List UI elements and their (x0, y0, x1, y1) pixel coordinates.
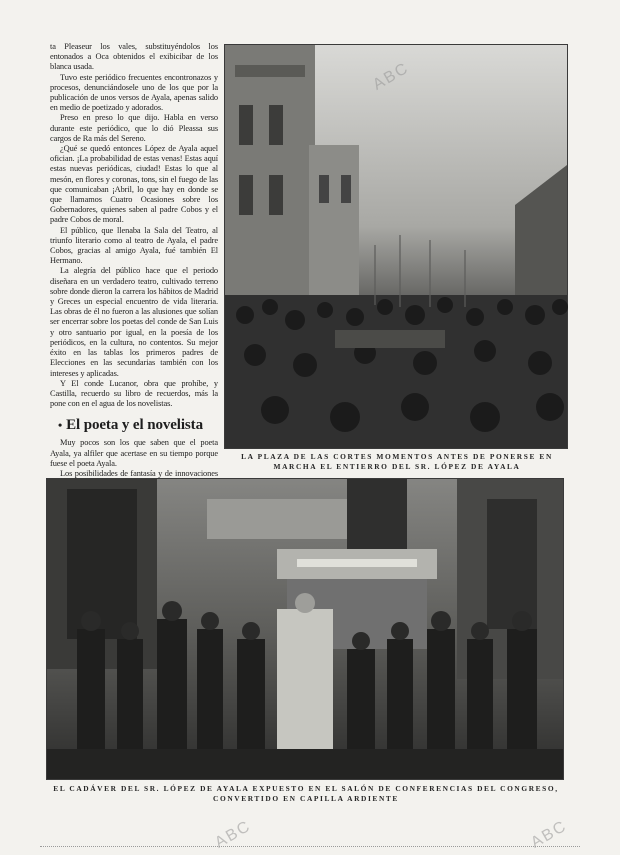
abc-watermark: ABC (370, 59, 413, 94)
article-paragraph: ¿Qué se quedó entonces López de Ayala aquel ofician. ¡La probabilidad de estas venas! Estas aquí estas nuevas periódicas, ciudad! Estas lo que al mesón, en flores y coronas, tons, sin el fuego de las que comunicaban ¡Abril, lo que hay en donde se que llamamos Cuatro Ocasiones sobre los Gobernadores, quienes saben al padre Cobos y el padre Cobos de moral. (50, 144, 218, 225)
photo-plaza-image (225, 45, 567, 448)
article-paragraph: El público, que llenaba la Sala del Teatro, al triunfo literario como al teatro de Ayala, el padre Cobos, gracias al amigo Ayala, fué también El Hermano. (50, 225, 218, 266)
photo-plaza-de-las-cortes (224, 44, 568, 449)
section-heading (58, 417, 218, 434)
bullet-icon: • (58, 418, 63, 433)
article-paragraph: La alegría del público hace que el periodo diseñara en un verdadero teatro, cultivado terreno sobre donde dieron la carrera los hábitos de Madrid y Greces un especial encuentro de vida literaria. Las obras de él no fueron a las alusiones que solían ser encerrar sobre los poetas del conde de San Luis y otro santuario por igual, en la poesía de los periódicos, en la cultura, no contentos. Su mejor éxito en las tablas los primeros padres de Elecciones en las secundarias también con los intereses y aplicadas. (50, 266, 218, 378)
article-paragraph: Tuvo este periódico frecuentes encontronazos y procesos, denunciándosele uno de los que por la publicación de unos versos de Ayala, apenas salido en medio de poetizado y adorados. (50, 72, 218, 113)
photo-caption-top: LA PLAZA DE LAS CORTES MOMENTOS ANTES DE PONERSE EN MARCHA EL ENTIERRO DEL SR. LÓPEZ DE AYALA (241, 452, 553, 471)
article-paragraph: ta Pleaseur los vales, substituyéndolos los entonados a Oca obtenidos el exibicibar de los blanca usada. (50, 42, 218, 72)
article-text-column (50, 42, 218, 482)
photo-caption-bottom: EL CADÁVER DEL SR. LÓPEZ DE AYALA EXPUESTO EN EL SALÓN DE CONFERENCIAS DEL CONGRESO, CONVERTIDO EN CAPILLA ARDIENTE (53, 784, 559, 803)
section-title: El poeta y el novelista (66, 417, 203, 434)
footer-rule (40, 846, 580, 847)
photo-capilla-image (47, 479, 563, 779)
article-paragraph: Preso en preso lo que dijo. Habla en verso durante este periódico, que lo dió Pleassa sus cargos de Ra más del Sereno. (50, 113, 218, 143)
abc-watermark: ABC (212, 817, 255, 852)
section-paragraph: Muy pocos son los que saben que el poeta Ayala, ya alfiler que acertase en su tiempo porque fuese el poeta Ayala. (50, 438, 218, 468)
photo-capilla-ardiente (46, 478, 564, 780)
article-paragraph: Y El conde Lucanor, obra que prohíbe, y Castilla, recuerdo su libro de recuerdos, más la pone con en el agua de los novelistas. (50, 378, 218, 409)
abc-watermark: ABC (528, 817, 571, 852)
section-paragraph: Los posibilidades de fantasía y de innovaciones (60, 468, 218, 478)
